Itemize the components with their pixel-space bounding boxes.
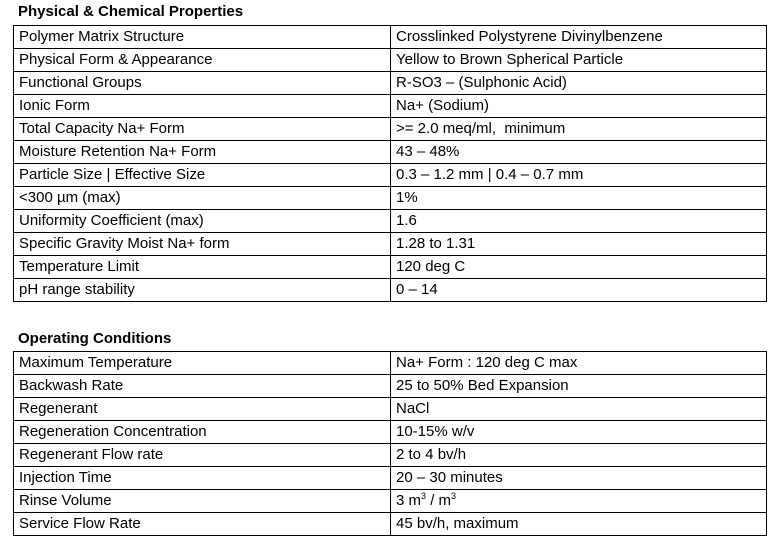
property-name: Specific Gravity Moist Na+ form bbox=[14, 233, 391, 256]
condition-value: 20 – 30 minutes bbox=[391, 467, 767, 490]
exponent: 3 bbox=[421, 491, 427, 501]
table-row bbox=[14, 49, 767, 72]
property-value: 1% bbox=[391, 187, 767, 210]
property-value: Yellow to Brown Spherical Particle bbox=[391, 49, 767, 72]
property-name: Polymer Matrix Structure bbox=[14, 26, 391, 49]
operating-conditions-title: Operating Conditions bbox=[18, 330, 172, 347]
table-row bbox=[14, 375, 767, 398]
table-row bbox=[14, 233, 767, 256]
condition-name: Regenerant Flow rate bbox=[14, 444, 391, 467]
condition-value: Na+ Form : 120 deg C max bbox=[391, 352, 767, 375]
property-value: 1.6 bbox=[391, 210, 767, 233]
property-name: <300 µm (max) bbox=[14, 187, 391, 210]
property-value: 43 – 48% bbox=[391, 141, 767, 164]
exponent: 3 bbox=[451, 491, 457, 501]
property-name: Physical Form & Appearance bbox=[14, 49, 391, 72]
property-value: 1.28 to 1.31 bbox=[391, 233, 767, 256]
table-row bbox=[14, 513, 767, 536]
property-name: Functional Groups bbox=[14, 72, 391, 95]
condition-name: Regeneration Concentration bbox=[14, 421, 391, 444]
table-row bbox=[14, 95, 767, 118]
physical-properties-table bbox=[13, 25, 767, 302]
property-name: Total Capacity Na+ Form bbox=[14, 118, 391, 141]
condition-name: Injection Time bbox=[14, 467, 391, 490]
table-row bbox=[14, 210, 767, 233]
property-value: Crosslinked Polystyrene Divinylbenzene bbox=[391, 26, 767, 49]
table-row bbox=[14, 256, 767, 279]
condition-name: Rinse Volume bbox=[14, 490, 391, 513]
table-row bbox=[14, 26, 767, 49]
property-name: pH range stability bbox=[14, 279, 391, 302]
property-value: R-SO3 – (Sulphonic Acid) bbox=[391, 72, 767, 95]
property-name: Uniformity Coefficient (max) bbox=[14, 210, 391, 233]
rinse-volume-value: 3 $m^3 / m^3$ bbox=[391, 490, 767, 513]
condition-name: Backwash Rate bbox=[14, 375, 391, 398]
condition-name: Regenerant bbox=[14, 398, 391, 421]
property-value: 0 – 14 bbox=[391, 279, 767, 302]
table-row bbox=[14, 164, 767, 187]
table-row bbox=[14, 352, 767, 375]
table-row bbox=[14, 467, 767, 490]
table-row bbox=[14, 279, 767, 302]
property-value: 120 deg C bbox=[391, 256, 767, 279]
table-row bbox=[14, 187, 767, 210]
table-row bbox=[14, 398, 767, 421]
property-name: Moisture Retention Na+ Form bbox=[14, 141, 391, 164]
condition-value: 25 to 50% Bed Expansion bbox=[391, 375, 767, 398]
condition-value: NaCl bbox=[391, 398, 767, 421]
condition-value: 45 bv/h, maximum bbox=[391, 513, 767, 536]
property-value: Na+ (Sodium) bbox=[391, 95, 767, 118]
condition-name: Maximum Temperature bbox=[14, 352, 391, 375]
table-row bbox=[14, 118, 767, 141]
property-name: Ionic Form bbox=[14, 95, 391, 118]
table-row bbox=[14, 444, 767, 467]
property-value: >= 2.0 meq/ml, minimum bbox=[391, 118, 767, 141]
property-name: Temperature Limit bbox=[14, 256, 391, 279]
table-row bbox=[14, 421, 767, 444]
condition-name: Service Flow Rate bbox=[14, 513, 391, 536]
physical-properties-title: Physical & Chemical Properties bbox=[18, 3, 244, 20]
property-name: Particle Size | Effective Size bbox=[14, 164, 391, 187]
table-row bbox=[14, 141, 767, 164]
operating-conditions-table bbox=[13, 351, 767, 536]
property-value: 0.3 – 1.2 mm | 0.4 – 0.7 mm bbox=[391, 164, 767, 187]
table-row bbox=[14, 490, 767, 513]
condition-value: 10-15% w/v bbox=[391, 421, 767, 444]
condition-value: 2 to 4 bv/h bbox=[391, 444, 767, 467]
table-row bbox=[14, 72, 767, 95]
